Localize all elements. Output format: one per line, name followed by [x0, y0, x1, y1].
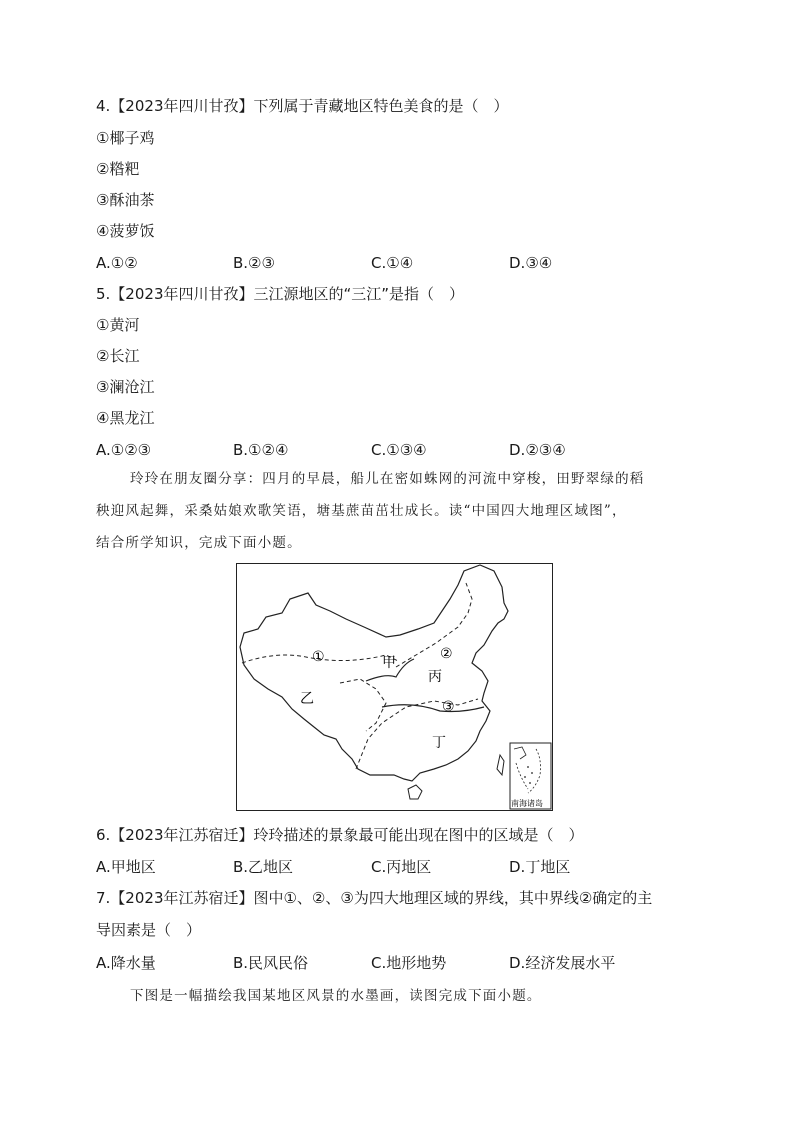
option-c[interactable]: C.丙地区: [371, 858, 432, 876]
option-a[interactable]: A.甲地区: [96, 858, 156, 876]
question-5-item-2: ②长江: [96, 347, 140, 365]
option-b[interactable]: B.乙地区: [233, 858, 294, 876]
question-7-stem-line-1: 7.【2023年江苏宿迁】图中①、②、③为四大地理区域的界线，其中界线②确定的主: [96, 889, 653, 907]
question-5-item-1: ①黄河: [96, 316, 140, 334]
passage-2-text: 下图是一幅描绘我国某地区风景的水墨画，读图完成下面小题。: [130, 988, 542, 1004]
question-5-stem: 5.【2023年四川甘孜】三江源地区的“三江”是指（ ）: [96, 285, 465, 303]
reading-passage-1: [96, 463, 696, 559]
question-5-item-3: ③澜沧江: [96, 378, 155, 396]
boundary-marker-2: ②: [440, 646, 453, 662]
question-4-item-3: ③酥油茶: [96, 191, 155, 209]
boundary-marker-1: ①: [312, 649, 325, 665]
passage-line-2: 秧迎风起舞，采桑姑娘欢歌笑语，塘基蔗苗茁壮成长。读“中国四大地理区域图”，: [96, 503, 627, 519]
passage-line-3: 结合所学知识，完成下面小题。: [96, 535, 302, 551]
boundary-marker-3: ③: [442, 699, 455, 715]
question-4-item-4: ④菠萝饭: [96, 222, 155, 240]
region-label-yi: 乙: [300, 691, 314, 707]
passage-line-1: 玲玲在朋友圈分享：四月的早晨，船儿在密如蛛网的河流中穿梭，田野翠绿的稻: [130, 471, 645, 487]
region-label-ding: 丁: [432, 735, 446, 751]
question-4-item-2: ②糌粑: [96, 160, 140, 178]
inset-label: 南海诸岛: [511, 799, 543, 808]
option-a[interactable]: A.①②③: [96, 441, 152, 459]
region-label-bing: 丙: [428, 669, 442, 685]
option-d[interactable]: D.②③④: [509, 441, 566, 459]
option-c[interactable]: C.①③④: [371, 441, 427, 459]
question-6-stem: 6.【2023年江苏宿迁】玲玲描述的景象最可能出现在图中的区域是（ ）: [96, 826, 584, 844]
reading-passage-2: [96, 980, 696, 1012]
option-a[interactable]: A.降水量: [96, 954, 156, 972]
region-label-jia: 甲: [382, 655, 396, 671]
option-d[interactable]: D.丁地区: [509, 858, 571, 876]
option-c[interactable]: C.①④: [371, 254, 414, 272]
china-four-regions-map: [236, 563, 553, 811]
question-4-item-1: ①椰子鸡: [96, 129, 155, 147]
south-china-sea-inset: [510, 743, 551, 809]
question-4-stem: 4.【2023年四川甘孜】下列属于青藏地区特色美食的是（ ）: [96, 97, 509, 115]
option-a[interactable]: A.①②: [96, 254, 138, 272]
option-d[interactable]: D.经济发展水平: [509, 954, 616, 972]
option-b[interactable]: B.②③: [233, 254, 275, 272]
question-7-stem-line-2: 导因素是（ ）: [96, 921, 202, 939]
option-b[interactable]: B.①②④: [233, 441, 289, 459]
option-d[interactable]: D.③④: [509, 254, 553, 272]
option-b[interactable]: B.民风民俗: [233, 954, 309, 972]
option-c[interactable]: C.地形地势: [371, 954, 447, 972]
question-5-item-4: ④黑龙江: [96, 409, 155, 427]
